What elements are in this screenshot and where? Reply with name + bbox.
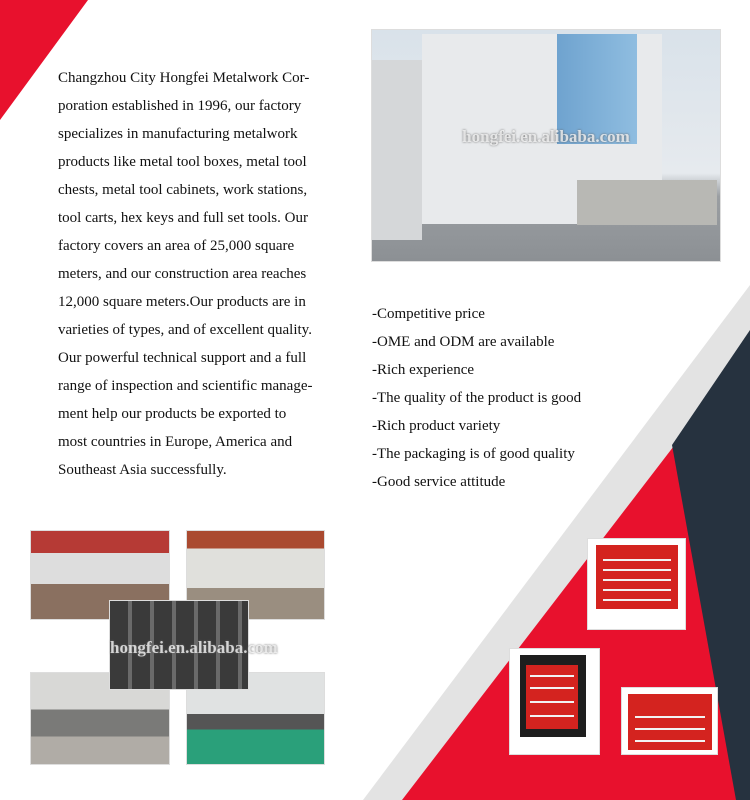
product-tool-chest-red (621, 687, 718, 755)
intro-line: Southeast Asia successfully. (58, 462, 227, 478)
metal-parts-photo (109, 600, 278, 690)
intro-line: meters, and our construction area reaches (58, 266, 307, 282)
watermark: hongfei.en.alibaba.com (462, 127, 630, 147)
intro-line: Changzhou City Hongfei Metalwork Cor- (58, 70, 310, 86)
product-tool-cabinet-red (587, 538, 686, 630)
intro-line: ment help our products be exported to (58, 406, 287, 422)
advantage-item: -The quality of the product is good (372, 390, 582, 406)
intro-line: 12,000 square meters.Our products are in (58, 294, 306, 310)
advantage-item: -The packaging is of good quality (372, 446, 575, 462)
intro-line: varieties of types, and of excellent quality. (58, 322, 312, 338)
advantage-item: -Good service attitude (372, 474, 506, 490)
advantage-item: -Rich experience (372, 362, 475, 378)
advantages-list (372, 300, 581, 496)
advantage-item: -Rich product variety (372, 418, 501, 434)
intro-line: Our powerful technical support and a full (58, 350, 307, 366)
intro-line: range of inspection and scientific manage- (58, 378, 313, 394)
intro-line: poration established in 1996, our factory (58, 98, 302, 114)
intro-line: most countries in Europe, America and (58, 434, 293, 450)
intro-line: products like metal tool boxes, metal tool (58, 154, 307, 170)
watermark: hongfei.en.alibaba.com (110, 637, 278, 657)
advantage-item: -OME and ODM are available (372, 334, 555, 350)
intro-line: specializes in manufacturing metalwork (58, 126, 298, 142)
factory-building-photo (371, 29, 721, 262)
advantage-item: -Competitive price (372, 306, 485, 322)
intro-line: tool carts, hex keys and full set tools. Our (58, 210, 308, 226)
product-tool-trolley-black (509, 648, 600, 755)
intro-line: chests, metal tool cabinets, work stations, (58, 182, 308, 198)
company-intro (58, 64, 333, 484)
intro-line: factory covers an area of 25,000 square (58, 238, 295, 254)
